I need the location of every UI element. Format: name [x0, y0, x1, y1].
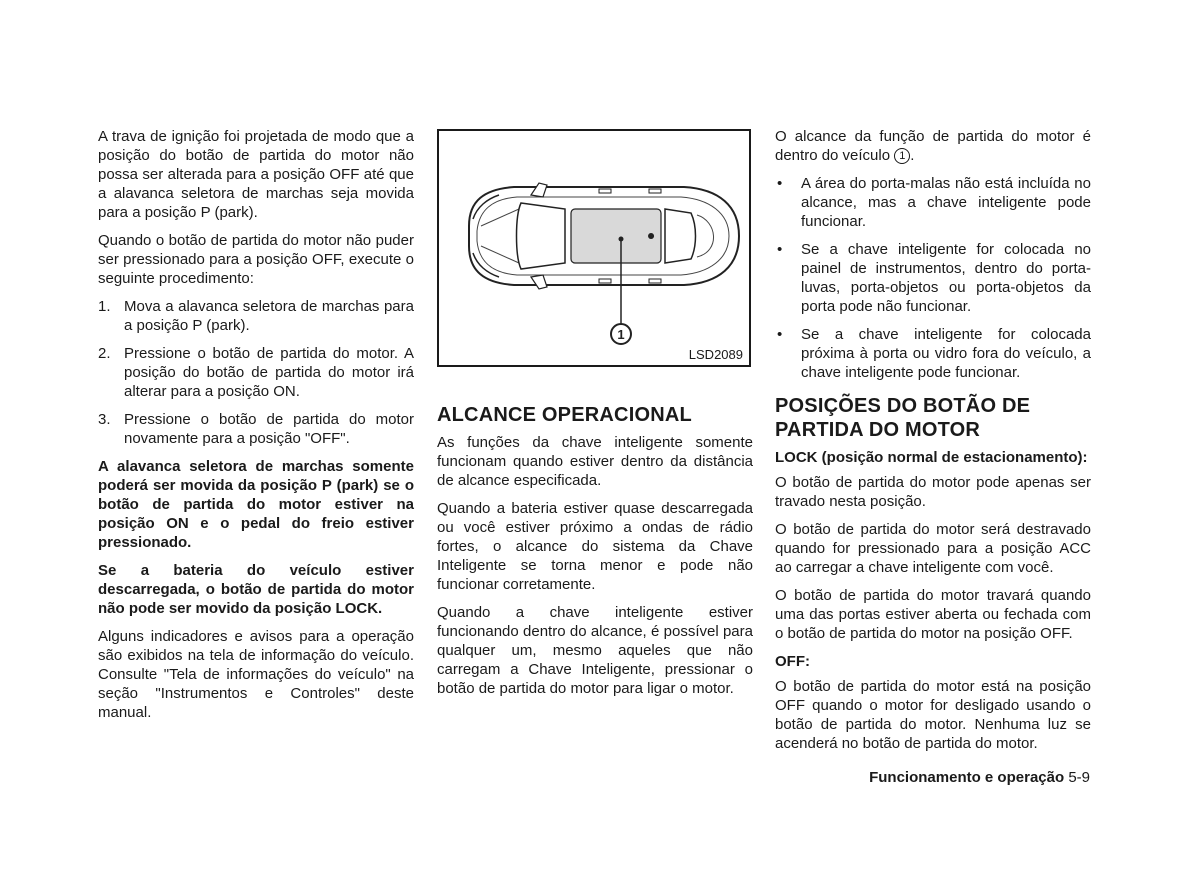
intro-end: .: [910, 147, 915, 164]
list-item: [775, 325, 1091, 382]
paragraph: Quando a chave inteligente estiver funcionando dentro do alcance, é possível para qualquer um, mesmo aqueles que não carregam a Chave Inteligente, pressionar o botão de partida do motor para ligar o motor.: [437, 604, 753, 697]
car-top-view-illustration: [439, 131, 749, 365]
step-text: Pressione o botão de partida do motor. A posição do botão de partida do motor irá alterar para a posição ON.: [124, 345, 414, 400]
range-bullets: [775, 174, 1091, 382]
section-heading: POSIÇÕES DO BOTÃO DE PARTIDA DO MOTOR: [775, 395, 1031, 441]
subheading-off: OFF:: [775, 653, 810, 670]
paragraph: Quando o botão de partida do motor não puder ser pressionado para a posição OFF, execute o seguinte procedimento:: [98, 232, 414, 287]
paragraph: As funções da chave inteligente somente funcionam quando estiver dentro da distância de alcance especificada.: [437, 434, 753, 489]
section-heading: ALCANCE OPERACIONAL: [437, 404, 692, 426]
figure-code: LSD2089: [688, 347, 743, 362]
middle-column: [437, 127, 753, 707]
paragraph: O botão de partida do motor travará quando uma das portas estiver aberta ou fechada com o botão de partida do motor na posição OFF.: [775, 587, 1091, 642]
step-text: Mova a alavanca seletora de marchas para a posição P (park).: [124, 298, 414, 334]
list-item: [98, 410, 414, 448]
procedure-steps: [98, 297, 414, 448]
bullet-text: A área do porta-malas não está incluída no alcance, mas a chave inteligente pode funcionar.: [801, 175, 1091, 230]
page-footer: [869, 768, 1090, 787]
footer-section-title: Funcionamento e operação: [869, 769, 1065, 786]
bullet: •: [777, 175, 783, 192]
step-number: 2.: [98, 345, 111, 362]
car-range-figure: [437, 129, 751, 367]
list-item: [98, 297, 414, 335]
step-number: 3.: [98, 411, 111, 428]
callout-number: 1: [617, 327, 625, 342]
list-item: [98, 344, 414, 401]
right-column: [775, 127, 1091, 762]
paragraph: A trava de ignição foi projetada de modo que a posição do botão de partida do motor não possa ser alterada para a posição OFF até que a alavanca seletora de marchas seja movida para a posição P (park).: [98, 128, 414, 221]
bullet-text: Se a chave inteligente for colocada no painel de instrumentos, dentro do porta-luvas, porta-objetos ou porta-objetos da porta pode não funcionar.: [801, 241, 1091, 315]
list-item: [775, 174, 1091, 231]
intro-text: O alcance da função de partida do motor é dentro do veículo: [775, 128, 1091, 164]
bullet-text: Se a chave inteligente for colocada próxima à porta ou vidro fora do veículo, a chave inteligente pode funcionar.: [801, 326, 1091, 381]
paragraph: O botão de partida do motor será destravado quando for pressionado para a posição ACC ao carregar a chave inteligente com você.: [775, 521, 1091, 576]
paragraph: [775, 127, 1091, 165]
step-number: 1.: [98, 298, 111, 315]
paragraph: Quando a bateria estiver quase descarregada ou você estiver próximo a ondas de rádio fortes, o alcance do sistema da Chave Inteligente se torna menor e pode não funcionar corretamente.: [437, 500, 753, 593]
bullet: •: [777, 241, 783, 258]
left-column: [98, 127, 414, 731]
page-number: 5-9: [1068, 769, 1090, 786]
list-item: [775, 240, 1091, 316]
bold-notice: A alavanca seletora de marchas somente poderá ser movida da posição P (park) se o botão de partida do motor estiver na posição ON e o pedal do freio estiver pressionado.: [98, 458, 414, 551]
paragraph: O botão de partida do motor está na posição OFF quando o motor for desligado usando o botão de partida do motor. Nenhuma luz se acenderá no botão de partida do motor.: [775, 678, 1091, 752]
paragraph: Alguns indicadores e avisos para a operação são exibidos na tela de informação do veículo. Consulte "Tela de informações do veículo" na seção "Instrumentos e Controles" deste manual.: [98, 628, 414, 721]
bold-notice: Se a bateria do veículo estiver descarregada, o botão de partida do motor não pode ser movido da posição LOCK.: [98, 562, 414, 617]
subheading-lock: LOCK (posição normal de estacionamento):: [775, 449, 1088, 466]
step-text: Pressione o botão de partida do motor novamente para a posição "OFF".: [124, 411, 414, 447]
bullet: •: [777, 326, 783, 343]
reference-marker: 1: [894, 148, 910, 164]
paragraph: O botão de partida do motor pode apenas ser travado nesta posição.: [775, 474, 1091, 510]
